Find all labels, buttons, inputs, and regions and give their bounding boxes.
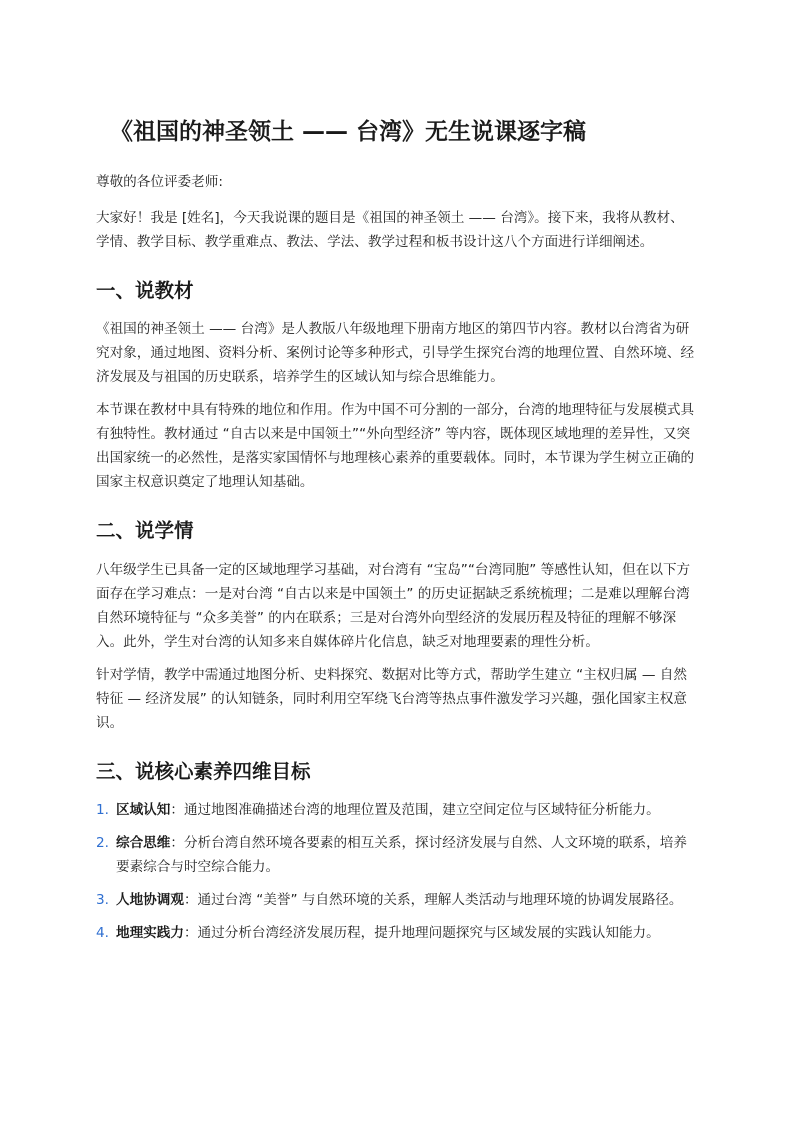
list-number: 3.	[96, 891, 109, 908]
list-item	[96, 798, 697, 822]
list-number: 1.	[96, 801, 109, 818]
goal-term: 区域认知	[116, 801, 171, 818]
goal-text: ：通过地图准确描述台湾的地理位置及范围，建立空间定位与区域特征分析能力。	[170, 801, 660, 818]
list-item	[96, 831, 697, 879]
list-item	[96, 888, 697, 912]
section-heading-students: 二、说学情	[96, 519, 194, 543]
list-item	[96, 921, 697, 945]
goal-text: ：通过台湾 “美誉” 与自然环境的关系，理解人类活动与地理环境的协调发展路径。	[183, 891, 683, 908]
goal-text: ：通过分析台湾经济发展历程，提升地理问题探究与区域发展的实践认知能力。	[183, 924, 660, 941]
section-heading-goals: 三、说核心素养四维目标	[96, 759, 311, 783]
goal-term: 综合思维	[116, 834, 171, 851]
goal-term: 地理实践力	[116, 924, 184, 941]
greeting: 尊敬的各位评委老师:	[96, 173, 223, 190]
list-number: 4.	[96, 924, 109, 941]
goal-text: ：分析台湾自然环境各要素的相互关系，探讨经济发展与自然、人文环境的联系，培养要素综合与时空综合能力。	[116, 834, 687, 875]
intro-paragraph: 大家好！我是 [姓名]，今天我说课的题目是《祖国的神圣领土 —— 台湾》。接下来，我将从教材、学情、教学目标、教学重难点、教法、学法、教学过程和板书设计这八个方面进行详细阐述。	[96, 209, 684, 250]
goal-term: 人地协调观	[116, 891, 184, 908]
paragraph: 针对学情，教学中需通过地图分析、史料探究、数据对比等方式，帮助学生建立 “主权归属 — 自然特征 — 经济发展” 的认知链条，同时利用空军绕飞台湾等热点事件激发学习兴趣，强化国家主权意识。	[96, 666, 687, 731]
paragraph: 八年级学生已具备一定的区域地理学习基础，对台湾有 “宝岛”“台湾同胞” 等感性认知，但在以下方面存在学习难点：一是对台湾 “自古以来是中国领土” 的历史证据缺乏系统梳理；二是难以理解台湾自然环境特征与 “众多美誉” 的内在联系；三是对台湾外向型经济的发展历程及特征的理解不够深入。此外，学生对台湾的认知多来自媒体碎片化信息，缺乏对地理要素的理性分析。	[96, 561, 691, 650]
paragraph: 《祖国的神圣领土 —— 台湾》是人教版八年级地理下册南方地区的第四节内容。教材以台湾省为研究对象，通过地图、资料分析、案例讨论等多种形式，引导学生探究台湾的地理位置、自然环境、经济发展及与祖国的历史联系，培养学生的区域认知与综合思维能力。	[96, 321, 695, 386]
document-title: 《祖国的神圣领土 —— 台湾》无生说课逐字稿	[110, 119, 587, 145]
goals-list	[96, 798, 697, 945]
section-heading-textbook: 一、说教材	[96, 278, 194, 302]
paragraph: 本节课在教材中具有特殊的地位和作用。作为中国不可分割的一部分，台湾的地理特征与发展模式具有独特性。教材通过 “自古以来是中国领土”“外向型经济” 等内容，既体现区域地理的差异性，又突出国家统一的必然性，是落实家国情怀与地理核心素养的重要载体。同时，本节课为学生树立正确的国家主权意识奠定了地理认知基础。	[96, 402, 695, 491]
list-number: 2.	[96, 834, 109, 851]
